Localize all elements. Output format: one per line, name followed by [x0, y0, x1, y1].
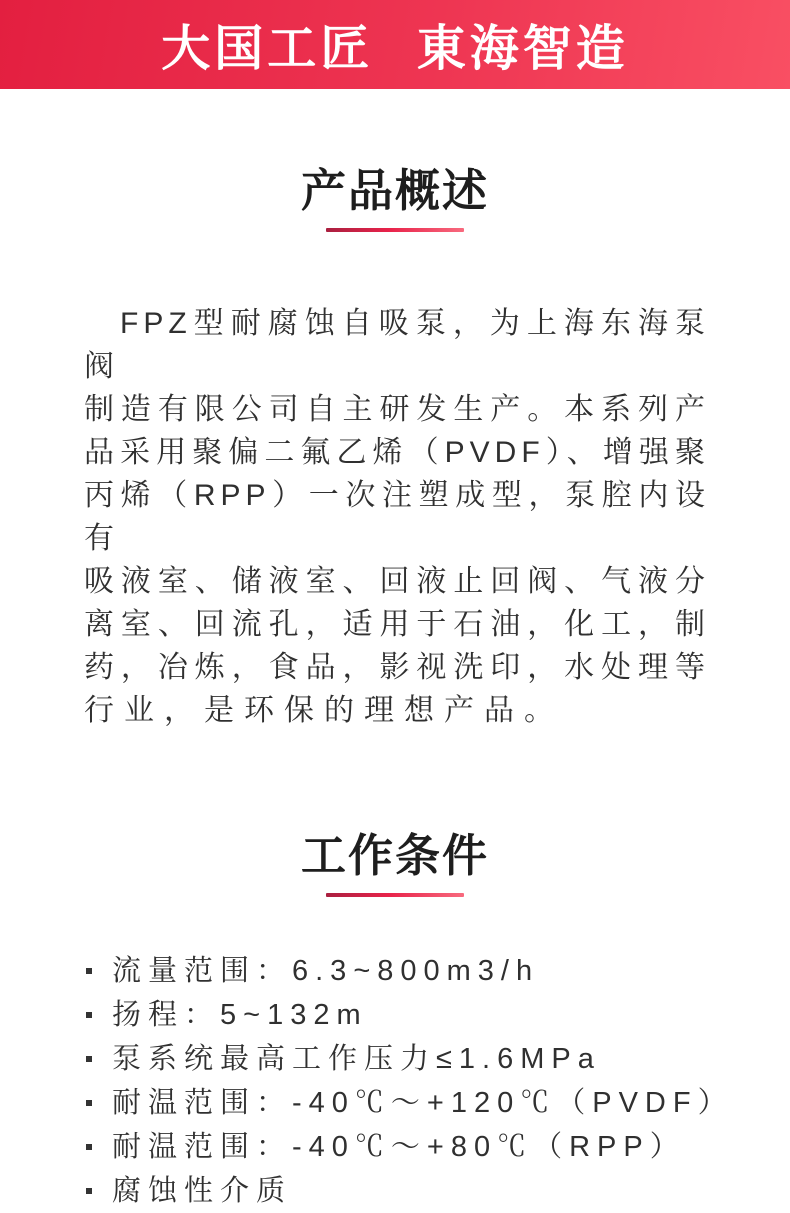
bullet-square-icon	[86, 1012, 92, 1018]
overview-paragraph	[84, 302, 710, 732]
condition-text: 耐温范围：-40℃～+80℃（RPP）	[112, 1131, 686, 1163]
condition-text: 腐蚀性介质	[112, 1175, 293, 1207]
conditions-title-underline	[326, 893, 464, 897]
bullet-square-icon	[86, 1056, 92, 1062]
overview-line: 品采用聚偏二氟乙烯（PVDF）、增强聚	[84, 436, 710, 469]
overview-section	[0, 167, 790, 732]
conditions-list	[86, 949, 734, 1213]
overview-line: 吸液室、储液室、回液止回阀、气液分	[84, 565, 710, 598]
condition-text: 流量范围：6.3~800m3/h	[112, 955, 540, 987]
condition-item	[86, 1169, 730, 1213]
conditions-section	[0, 832, 790, 1213]
overview-line: 制造有限公司自主研发生产。本系列产	[84, 393, 710, 426]
bullet-square-icon	[86, 1100, 92, 1106]
bullet-square-icon	[86, 1188, 92, 1194]
condition-item	[86, 949, 730, 993]
condition-text: 扬程：5~132m	[112, 999, 368, 1031]
overview-line: 离室、回流孔，适用于石油，化工，制	[84, 608, 710, 641]
overview-title-underline	[326, 228, 464, 232]
bullet-square-icon	[86, 968, 92, 974]
banner-title: 大国工匠 東海智造	[161, 21, 629, 76]
bullet-square-icon	[86, 1144, 92, 1150]
condition-text: 耐温范围：-40℃～+120℃（PVDF）	[112, 1087, 734, 1119]
overview-title: 产品概述	[300, 165, 489, 216]
condition-item	[86, 1081, 734, 1125]
banner	[0, 0, 790, 89]
overview-line: FPZ型耐腐蚀自吸泵，为上海东海泵阀	[84, 307, 710, 383]
condition-item	[86, 1125, 730, 1169]
condition-text: 泵系统最高工作压力≤1.6MPa	[112, 1043, 601, 1075]
conditions-title: 工作条件	[300, 830, 489, 881]
overview-line: 丙烯（RPP）一次注塑成型，泵腔内设有	[84, 479, 710, 555]
condition-item	[86, 1037, 730, 1081]
overview-line: 行业，是环保的理想产品。	[84, 694, 564, 727]
overview-line: 药，冶炼，食品，影视洗印，水处理等	[84, 651, 710, 684]
condition-item	[86, 993, 730, 1037]
